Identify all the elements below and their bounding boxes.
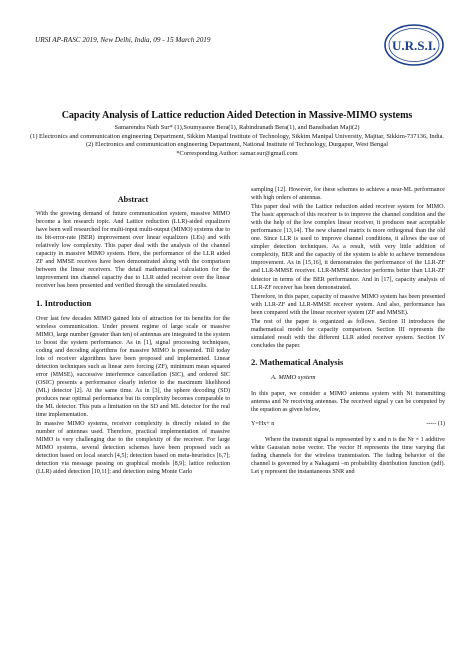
introduction-paragraph: Over last few decades MIMO gained lots of attraction for its benefits for the wireless communication. Under present regime of large scale or massive MIMO, large number (greater than ten) of antennas are integrated in the system to boost the system performance. As in [1], signal processing techniques, coding and decoding algorithms for massive MIMO is presented. Till today lots of receiver algorithms have been proposed and implemented. Linear detection techniques such as linear zero forcing (ZF), minimum mean squared error (MMSE), successive interference cancellation (SIC), and ordered SIC (OSIC) presents a performance clearly inferior to the maximum likelihood (ML) detector [2]. At the same time. As in [3], the sphere decoding (SD) produces near optimal performance but its complexity becomes comparable to the ML detector. This puts a limitation on the SD and ML detector for the real time implementation. — [36, 315, 230, 419]
paper-title: Capacity Analysis of Lattice reduction Aided Detection in Massive-MIMO systems — [61, 110, 413, 121]
body-paragraph: This paper deal with the Lattice reduction aided receiver system for MIMO. The basic approach of this receiver is to improve the channel condition and the with the help of the low complex linear receiver, it produces near acceptable performance [13,14]. The new channel matrix is more orthogonal than the old one. Since LLR is used to improve channel conditions, it allows the use of simpler detection techniques. As a result, with very little addition of complexity, BER and the capacity of the system is able to achieve tremendous improvement. As in [15,16], it demonstrates the performance of the LLR-ZF and LLR-MMSE receiver. LLR-MMSE detector performs better than LLR-ZF detector in terms of the BER performance. And in [17], capacity analysis of LLR-ZF receiver has been demonstrated. — [251, 204, 445, 291]
equation-1 — [251, 420, 445, 428]
conference-header: URSI AP-RASC 2019, New Delhi, India, 09 - 15 March 2019 — [35, 36, 211, 44]
body-paragraph: In this paper, we consider a MIMO antenna system with Nt transmitting antenna and Nr receiving antennas. The received signal y can be computed by the equation as given below, — [251, 391, 445, 414]
left-column — [36, 194, 230, 477]
ursi-logo — [383, 22, 445, 68]
introduction-heading: 1. Introduction — [36, 297, 92, 308]
abstract-heading: Abstract — [117, 195, 149, 204]
abstract-text: With the growing demand of future communication system, massive MIMO become a hot research topic. And Lattice reduction (LLR)-aided equalizers have been well researched for multi-input multi-output (MIMO) systems due to its bit-error-rate (BER) improvement over linear equalizers (LEs) and with relatively low complexity. This paper deal with the analysis of the channel capacity in massive MIMO system. Here, the performance of the LLR aided ZF and MMSE receives have been demonstrated along with the comparison between the linear receivers. The detail mathematical calculation for the improvement inn channel capacity due to LLR aided receiver over the linear receiver has been presented and verified through the simulated results. — [36, 211, 230, 290]
mimo-system-heading: A. MIMO system — [271, 373, 316, 381]
author-list: Samarendra Nath Sur* (1),Soumyasree Bera(1), Rabindranath Bera(1), and Bansibadan Maji(2) — [114, 124, 360, 131]
body-paragraph: Therefore, in this paper, capacity of massive MIMO system has been presented with LLR-ZF and LLR-MMSE receiver system. And also, performance has been compared with the linear receiver system (ZF and MMSE). — [251, 293, 445, 316]
svg-text:U.R.S.I.: U.R.S.I. — [391, 38, 437, 53]
affiliation-2: (2) Electronics and communication engineering Department, National Institute of Technology, Durgapur, West Bengal — [85, 141, 388, 149]
equation-number: ----- (1) — [426, 421, 445, 428]
introduction-paragraph: In massive MIMO systems, receiver complexity is directly related to the number of antennas used. Therefore, practical implementation of massive MIMO is very challenging due to the complexity of the receiver. For large MIMO systems, several detection schemes have been proposed such as detection based on local search [4,5]; detection based on meta-heuristics [6,7]; detection via message passing on graphical models [8,9]; lattice reduction (LLR) aided detection [10,11]; and detection using Monte Carlo — [36, 421, 230, 476]
body-paragraph: sampling [12]. However, for these schemes to achieve a near-ML performance with high orders of antennas. — [251, 187, 445, 202]
body-paragraph: Where the transmit signal is represented by x and n is the Nr × 1 additive white Gaussian noise vector. The vector H represents the time varying flat fading channels for the wireless transmission. The fading behavior of the channel is governed by a Nakagami –m probability distribution function (pdf). Let γ represent the instantaneous SNR and — [251, 437, 445, 476]
body-paragraph: The rest of the paper is organized as follows. Section II introduces the mathematical model for capacity comparison. Section III represents the simulated result with the different LLR aided receiver system. Section IV concludes the paper. — [251, 318, 445, 349]
equation-text: Y=Hx+ n — [251, 421, 275, 428]
right-column — [251, 186, 445, 476]
author-block — [30, 124, 444, 158]
corresponding-author: *Corresponding Author: samar.sur@gmail.com — [176, 149, 298, 157]
math-analysis-heading: 2. Mathematical Analysis — [251, 356, 344, 367]
affiliation-1: (1) Electronics and communication engineering Department, Sikkim Manipal Institute of Technology, Sikkim Manipal University, Majitar, Sikkim-737136, India. — [30, 132, 445, 140]
